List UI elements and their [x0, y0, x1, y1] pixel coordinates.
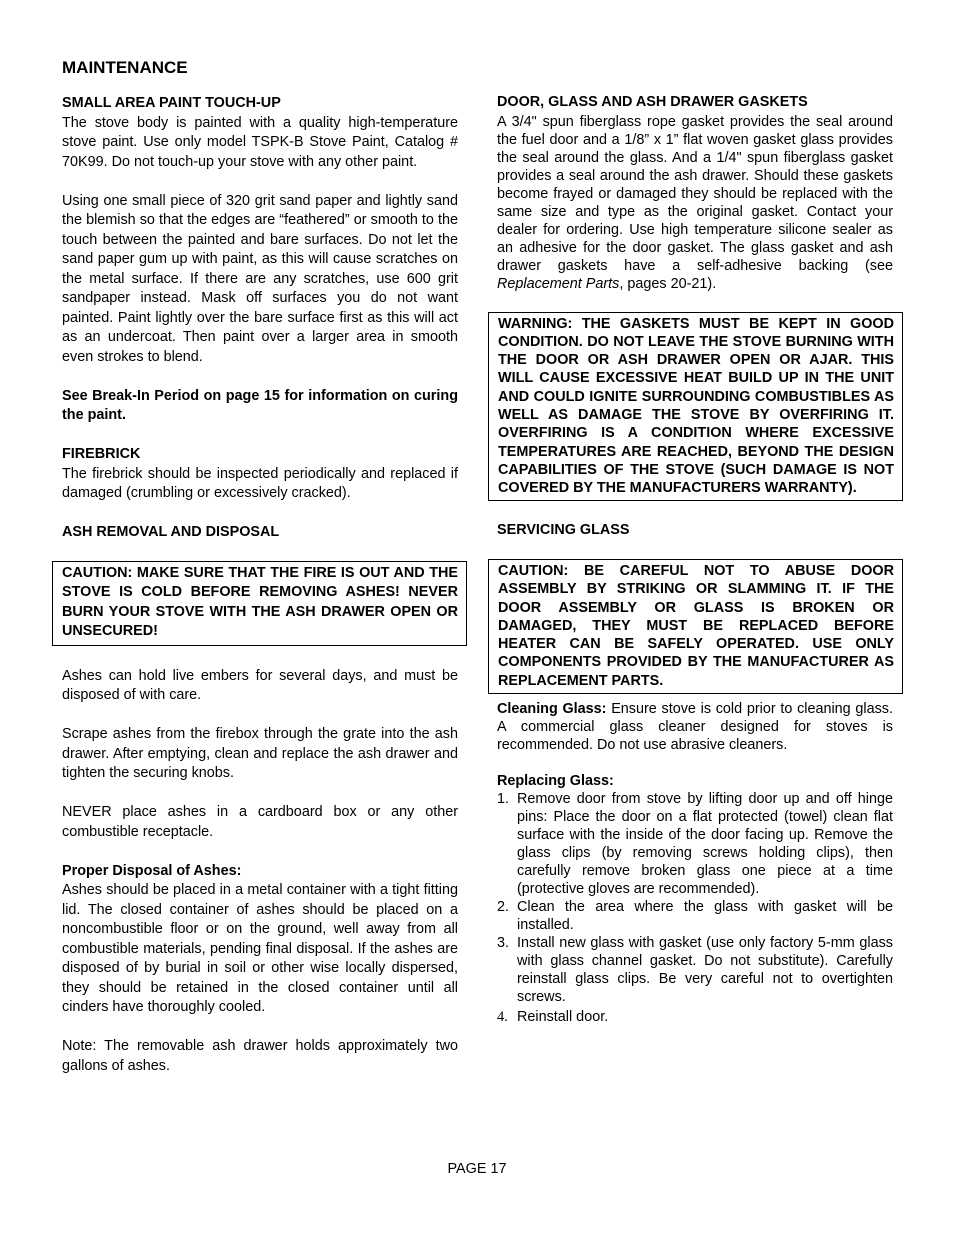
replacement-parts-reference: Replacement Parts [497, 275, 620, 292]
proper-disposal-heading: Proper Disposal of Ashes: [62, 862, 242, 879]
break-in-note: See Break-In Period on page 15 for information on curing the paint. [62, 387, 458, 423]
replacing-glass-steps [497, 790, 893, 1026]
ash-caution-box: CAUTION: MAKE SURE THAT THE FIRE IS OUT AND THE STOVE IS COLD BEFORE REMOVING ASHES! NEVER BURN YOUR STOVE WITH THE ASH DRAWER OPEN OR UNSECURED! [52, 561, 467, 646]
gaskets-paragraph: A 3/4" spun fiberglass rope gasket provides the seal around the fuel door and a 1/8” x 1” flat woven gasket glass provides the seal around the glass. And a 1/4" spun fiberglass gasket provides a seal around the ash drawer. Should these gaskets become frayed or damaged they should be replaced with the same size and type as the original gasket. Contact your dealer for ordering. Use high temperature silicone sealer as an adhesive for the door gasket. The glass gasket and ash drawer gaskets have a self-adhesive backing (see Replacement Parts, pages 20-21). [497, 113, 893, 292]
list-item: 4. Reinstall door. [497, 1009, 609, 1026]
cleaning-glass-paragraph: Cleaning Glass: Ensure stove is cold prior to cleaning glass. A commercial glass cleaner designed for stoves is recommended. Do not use abrasive cleaners. [497, 701, 893, 754]
cleaning-glass-label: Cleaning Glass: [497, 701, 607, 718]
ash-removal-heading: ASH REMOVAL AND DISPOSAL [62, 524, 280, 540]
ash-drawer-note: Note: The removable ash drawer holds approximately two gallons of ashes. [62, 1038, 458, 1074]
left-column [62, 94, 458, 1076]
ash-paragraph-2: Scrape ashes from the firebox through the grate into the ash drawer. After emptying, clean and replace the ash drawer and tighten the securing knobs. [62, 726, 458, 781]
list-item: 2. Clean the area where the glass with gasket will be installed. [497, 899, 893, 934]
gaskets-heading: DOOR, GLASS AND ASH DRAWER GASKETS [497, 94, 808, 110]
list-item: 1. Remove door from stove by lifting door up and off hinge pins: Place the door on a flat protected (towel) clean flat surface with the inside of the door facing up. Remove the glass clips (by removing screws holding clips), then carefully remove broken glass one piece at a time (protective gloves are recommended). [497, 791, 893, 898]
paint-paragraph-1: The stove body is painted with a quality high-temperature stove paint. Use only model TSPK-B Stove Paint, Catalog # 70K99. Do not touch-up your stove with any other paint. [62, 114, 458, 170]
page-number: PAGE 17 [447, 1161, 507, 1177]
gasket-warning-box: WARNING: THE GASKETS MUST BE KEPT IN GOOD CONDITION. DO NOT LEAVE THE STOVE BURNING WITH THE DOOR OR ASH DRAWER OPEN OR AJAR. THIS WILL CAUSE EXCESSIVE HEAT BUILD UP IN THE UNIT AND COULD IGNITE SURROUNDING COMBUSTIBLES AS WELL AS DAMAGE THE STOVE BY OVERFIRING IT. OVERFIRING IS A CONDITION WHERE EXCESSIVE TEMPERATURES ARE REACHED, BEYOND THE DESIGN CAPABILITIES OF THE STOVE (SUCH DAMAGE IS NOT COVERED BY THE MANUFACTURERS WARRANTY). [488, 312, 903, 502]
firebrick-paragraph: The firebrick should be inspected periodically and replaced if damaged (crumbling or excessively cracked). [62, 465, 458, 501]
replacing-glass-heading: Replacing Glass: [497, 773, 614, 790]
page-title: MAINTENANCE [62, 58, 188, 77]
ash-paragraph-1: Ashes can hold live embers for several days, and must be disposed of with care. [62, 667, 458, 703]
paint-touchup-heading: SMALL AREA PAINT TOUCH-UP [62, 95, 281, 111]
glass-caution-box: CAUTION: BE CAREFUL NOT TO ABUSE DOOR ASSEMBLY BY STRIKING OR SLAMMING IT. IF THE DOOR ASSEMBLY OR GLASS IS BROKEN OR DAMAGED, THEY MUST BE REPLACED BEFORE HEATER CAN BE SAFELY OPERATED. USE ONLY COMPONENTS PROVIDED BY THE MANUFACTURER AS REPLACEMENT PARTS. [488, 559, 903, 694]
right-column [497, 93, 893, 1026]
firebrick-heading: FIREBRICK [62, 446, 141, 462]
servicing-glass-heading: SERVICING GLASS [497, 522, 630, 539]
ash-paragraph-3: NEVER place ashes in a cardboard box or any other combustible receptacle. [62, 804, 458, 840]
disposal-paragraph: Ashes should be placed in a metal container with a tight fitting lid. The closed container of ashes should be placed on a noncombustible floor or on the ground, well away from all combustible materials, pending final disposal. If the ashes are disposed of by burial in soil or other wise locally dispersed, they should be retained in the closed container until all cinders have thoroughly cooled. [62, 882, 458, 1015]
paint-paragraph-2: Using one small piece of 320 grit sand paper and lightly sand the blemish so that the edges are “feathered” or smooth to the touch between the painted and bare surfaces. Do not let the sand paper gum up with paint, as this will cause scratches on the metal surface. If there are any scratches, use 600 grit sandpaper instead. Mask off surfaces you do not want painted. Paint lightly over the bare surface first as this will act as an undercoat. Then paint over a larger area in smooth even strokes to blend. [62, 192, 458, 365]
list-item: 3. Install new glass with gasket (use only factory 5-mm glass with glass channel gasket. Do not substitute). Carefully reinstall glass clips. Be very careful not to overtighten screws. [497, 935, 893, 1006]
